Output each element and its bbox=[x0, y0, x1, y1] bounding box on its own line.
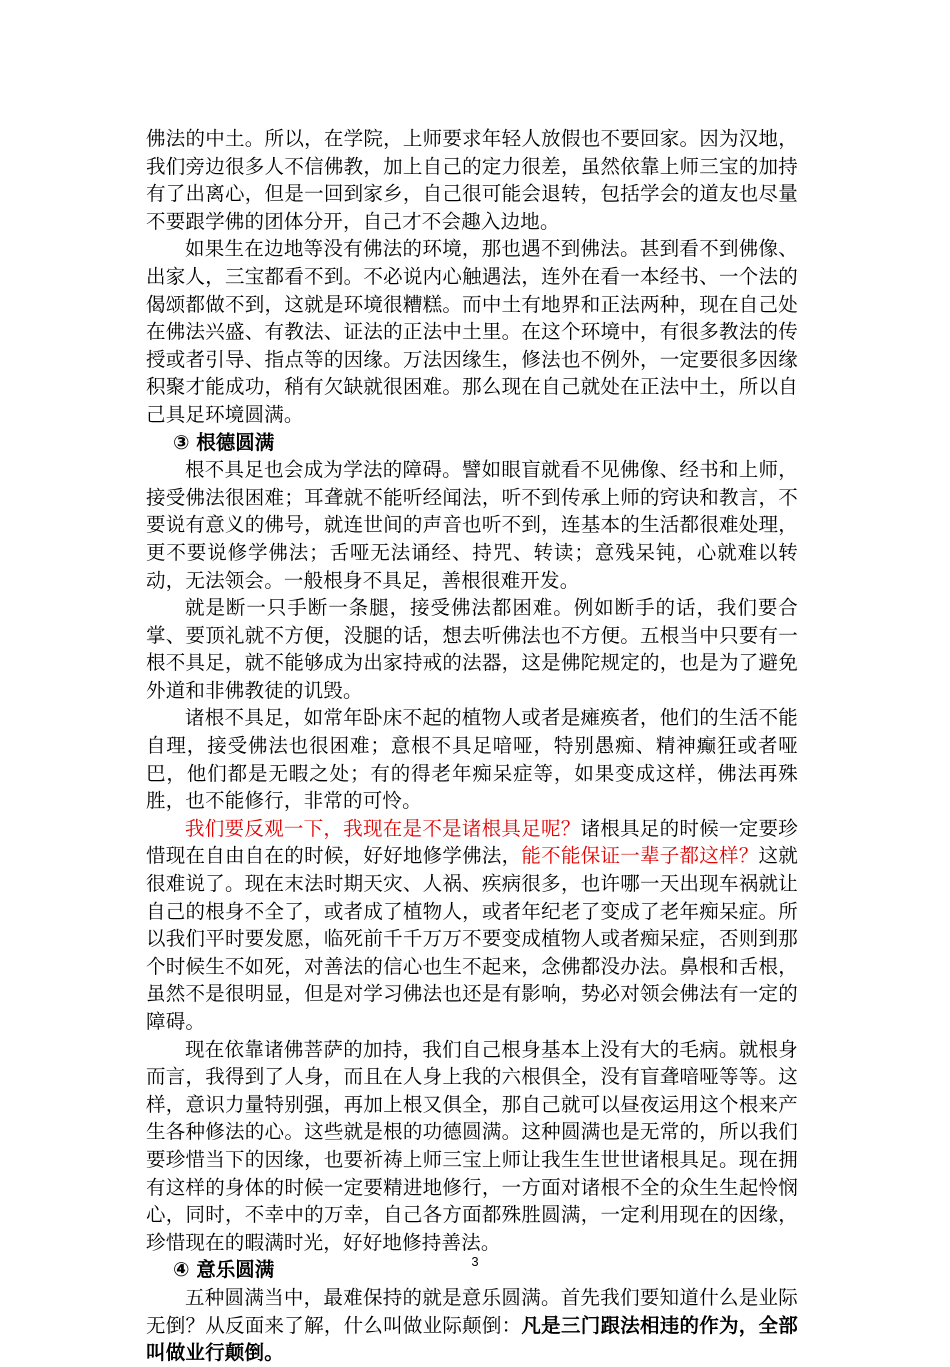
page-number: 3 bbox=[471, 1254, 479, 1269]
paragraph-intention bbox=[146, 1284, 798, 1367]
paragraph-faculties-intro: 根不具足也会成为学法的障碍。譬如眼盲就看不见佛像、经书和上师，接受佛法很困难；耳聋就不能听经闻法，听不到传承上师的窍诀和教言，不要说有意义的佛号，就连世间的声音也听不到，连基本的生活都很难处理，更不要说修学佛法；舌哑无法诵经、持咒、转读；意残呆钝，心就难以转动，无法领会。一般根身不具足，善根很难开发。 bbox=[146, 458, 798, 592]
section-heading-intention: ④ 意乐圆满 bbox=[173, 1258, 275, 1282]
paragraph-reflection-text-b: 这就很难说了。现在末法时期天灾、人祸、疾病很多，也许哪一天出现车祸就让自己的根身不全了，或者成了植物人，或者年纪老了变成了老年痴呆症。所以我们平时要发愿，临死前千千万万不要变成植物人或者痴呆症，否则到那个时候生不如死，对善法的信心也生不起来，念佛都没办法。鼻根和舌根，虽然不是很明显，但是对学习佛法也还是有影响，势必对领会佛法有一定的障碍。 bbox=[146, 844, 798, 1033]
section-heading-faculties: ③ 根德圆满 bbox=[173, 430, 275, 454]
paragraph-reflection bbox=[146, 815, 798, 1036]
paragraph-intention-text: 五种圆满当中，最难保持的就是意乐圆满。首先我们要知道什么是业际无倒？从反面来了解，什么叫做业际颠倒： bbox=[146, 1285, 798, 1337]
emphasis-bold-definition: 凡是三门跟法相违的作为，全部叫做业行颠倒。 bbox=[146, 1313, 798, 1365]
paragraph-reflection-text-a: 诸根具足的时候一定要珍惜现在自由自在的时候，好好地修学佛法， bbox=[146, 816, 798, 868]
document-body bbox=[146, 125, 798, 1367]
paragraph-missing-limbs: 就是断一只手断一条腿，接受佛法都困难。例如断手的话，我们要合掌、要顶礼就不方便，没腿的话，想去听佛法也不方便。五根当中只要有一根不具足，就不能够成为出家持戒的法器，这是佛陀规定的，也是为了避免外道和非佛教徒的讥毁。 bbox=[146, 596, 798, 702]
paragraph-continuation: 佛法的中土。所以，在学院，上师要求年轻人放假也不要回家。因为汉地，我们旁边很多人不信佛教，加上自己的定力很差，虽然依靠上师三宝的加持有了出离心，但是一回到家乡，自己很可能会退转，包括学会的道友也尽量不要跟学佛的团体分开，自己才不会趣入边地。 bbox=[146, 127, 798, 233]
paragraph-border-land: 如果生在边地等没有佛法的环境，那也遇不到佛法。甚到看不到佛像、出家人，三宝都看不到。不必说内心触遇法，连外在看一本经书、一个法的偈颂都做不到，这就是环境很糟糕。而中土有地界和正法两种，现在自己处在佛法兴盛、有教法、证法的正法中土里。在这个环境中，有很多教法的传授或者引导、指点等的因缘。万法因缘生，修法也不例外，一定要很多因缘积聚才能成功，稍有欠缺就很困难。那么现在自己就处在正法中土，所以自己具足环境圆满。 bbox=[146, 237, 798, 426]
emphasis-red-question-1: 我们要反观一下，我现在是不是诸根具足呢？ bbox=[185, 816, 581, 840]
paragraph-incomplete-faculties: 诸根不具足，如常年卧床不起的植物人或者是瘫痪者，他们的生活不能自理，接受佛法也很困难；意根不具足喑哑，特别愚痴、精神癫狂或者哑巴，他们都是无暇之处；有的得老年痴呆症等，如果变成这样，佛法再殊胜，也不能修行，非常的可怜。 bbox=[146, 706, 798, 813]
emphasis-red-question-2: 能不能保证一辈子都这样？ bbox=[521, 844, 759, 868]
paragraph-blessing: 现在依靠诸佛菩萨的加持，我们自己根身基本上没有大的毛病。就根身而言，我得到了人身，而且在人身上我的六根俱全，没有盲聋喑哑等等。这样，意识力量特别强，再加上根又俱全，那自己就可以昼夜运用这个根来产生各种修法的心。这些就是根的功德圆满。这种圆满也是无常的，所以我们要珍惜当下的因缘，也要祈祷上师三宝上师让我生生世世诸根具足。现在拥有这样的身体的时候一定要精进地修行，一方面对诸根不全的众生生起怜悯心，同时，不幸中的万幸，自己各方面都殊胜圆满，一定利用现在的因缘，珍惜现在的暇满时光，好好地修持善法。 bbox=[146, 1037, 798, 1254]
